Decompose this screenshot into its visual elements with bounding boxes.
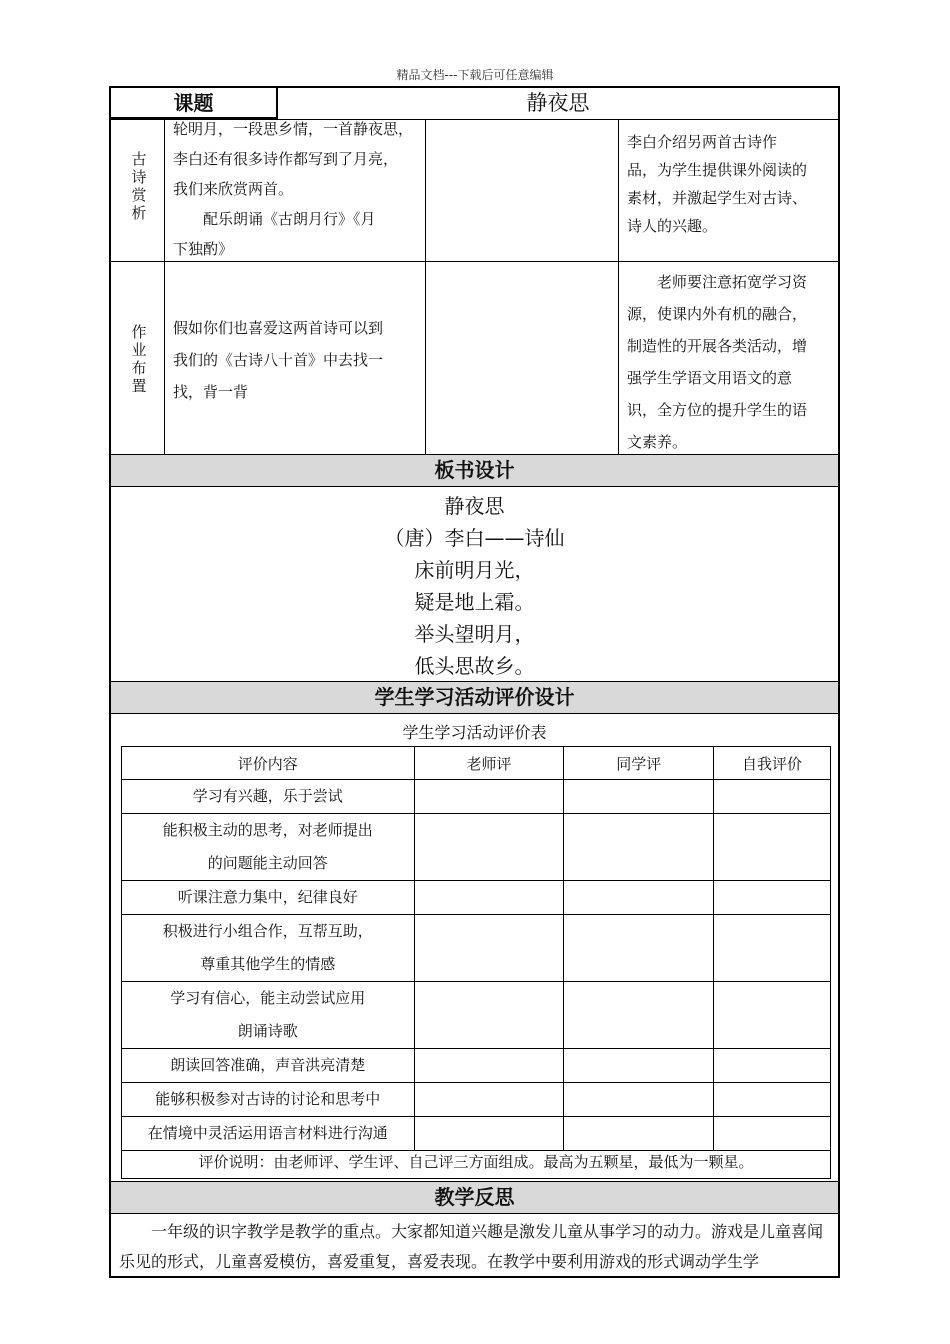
table-row xyxy=(122,780,831,814)
evaluation-note: 评价说明：由老师评、学生评、自己评三方面组成。最高为五颗星，最低为一颗星。 xyxy=(121,1146,831,1179)
board-line: 举头望明月， xyxy=(414,622,535,646)
note-line: 源，使课内外有机的融合， xyxy=(627,305,808,323)
teacher-score-cell[interactable] xyxy=(414,982,564,1049)
criterion-cell xyxy=(122,780,415,814)
board-line: （唐）李白——诗仙 xyxy=(384,526,565,550)
criterion-cell xyxy=(122,881,415,915)
appreciation-label: 古诗赏析 xyxy=(131,150,147,222)
note-line: 李白介绍另两首古诗作 xyxy=(627,133,778,151)
self-score-cell[interactable] xyxy=(714,1083,831,1117)
homework-note xyxy=(627,266,839,458)
criterion-line: 尊重其他学生的情感 xyxy=(200,955,336,973)
process-line: 我们来欣赏两首。 xyxy=(173,180,294,198)
criterion-line: 学习有兴趣，乐于尝试 xyxy=(192,787,343,805)
note-line: 诗人的兴趣。 xyxy=(627,217,718,235)
process-line: 找，背一背 xyxy=(173,383,249,401)
title-label: 课题 xyxy=(173,91,214,115)
process-line: 下独酌》 xyxy=(173,240,234,258)
process-line: 假如你们也喜爱这两首诗可以到 xyxy=(173,319,384,337)
criterion-line: 的问题能主动回答 xyxy=(207,854,328,872)
peer-score-cell[interactable] xyxy=(564,814,714,881)
table-row xyxy=(122,881,831,915)
criterion-cell xyxy=(122,915,415,982)
peer-score-cell[interactable] xyxy=(564,982,714,1049)
evaluation-heading xyxy=(111,682,838,713)
peer-score-cell[interactable] xyxy=(564,780,714,814)
criterion-cell xyxy=(122,814,415,881)
peer-score-cell[interactable] xyxy=(564,881,714,915)
board-design-heading-text: 板书设计 xyxy=(434,458,515,482)
self-score-cell[interactable] xyxy=(714,982,831,1049)
criterion-line: 朗诵诗歌 xyxy=(237,1022,298,1040)
note-line: 老师要注意拓宽学习资 xyxy=(657,273,808,291)
criterion-line: 积极进行小组合作，互帮互助， xyxy=(162,922,373,940)
column-header: 同学评 xyxy=(564,747,714,780)
note-line: 制造性的开展各类活动，增 xyxy=(627,337,808,355)
table-header-row xyxy=(122,747,831,780)
reflection-heading xyxy=(111,1182,838,1213)
note-line: 品，为学生提供课外阅读的 xyxy=(627,161,808,179)
table-row xyxy=(122,1083,831,1117)
process-line: 轮明月，一段思乡情，一首静夜思， xyxy=(173,120,414,138)
note-line: 文素养。 xyxy=(627,433,688,451)
table-row xyxy=(122,814,831,881)
criterion-line: 能积极主动的思考，对老师提出 xyxy=(162,821,373,839)
column-header: 自我评价 xyxy=(714,747,831,780)
teacher-score-cell[interactable] xyxy=(414,780,564,814)
table-row xyxy=(122,1049,831,1083)
criterion-line: 能够积极参对古诗的讨论和思考中 xyxy=(155,1090,381,1108)
table-row xyxy=(122,982,831,1049)
page-header: 精品文档---下载后可任意编辑 xyxy=(396,68,554,82)
title-value: 静夜思 xyxy=(526,91,590,115)
self-score-cell[interactable] xyxy=(714,780,831,814)
criterion-line: 听课注意力集中，纪律良好 xyxy=(177,888,358,906)
self-score-cell[interactable] xyxy=(714,881,831,915)
peer-score-cell[interactable] xyxy=(564,915,714,982)
lesson-plan-table xyxy=(109,86,840,1278)
process-line: 我们的《古诗八十首》中去找一 xyxy=(173,351,384,369)
criterion-cell xyxy=(122,982,415,1049)
board-line: 疑是地上霜。 xyxy=(414,590,535,614)
criterion-cell xyxy=(122,1049,415,1083)
table-row xyxy=(122,915,831,982)
peer-score-cell[interactable] xyxy=(564,1049,714,1083)
note-line: 强学生学语文用语文的意 xyxy=(627,369,793,387)
note-line: 识，全方位的提升学生的语 xyxy=(627,401,808,419)
homework-process xyxy=(173,312,423,408)
board-design-heading xyxy=(111,455,838,486)
criterion-cell xyxy=(122,1083,415,1117)
appreciation-process xyxy=(173,114,423,264)
column-header: 老师评 xyxy=(414,747,564,780)
teacher-score-cell[interactable] xyxy=(414,814,564,881)
note-line: 素材，并激起学生对古诗、 xyxy=(627,189,808,207)
teacher-score-cell[interactable] xyxy=(414,1083,564,1117)
appreciation-note xyxy=(627,128,839,240)
evaluation-heading-text: 学生学习活动评价设计 xyxy=(374,685,575,709)
reflection-text: 一年级的识字教学是教学的重点。大家都知道兴趣是激发儿童从事学习的动力。游戏是儿童喜闻乐见的形式，儿童喜爱模仿，喜爱重复，喜爱表现。在教学中要利用游戏的形式调动学生学 xyxy=(119,1222,824,1271)
board-line: 床前明月光， xyxy=(414,558,535,582)
criterion-line: 在情境中灵活运用语言材料进行沟通 xyxy=(147,1124,388,1142)
reflection-heading-text: 教学反思 xyxy=(434,1185,515,1209)
teacher-score-cell[interactable] xyxy=(414,881,564,915)
process-line: 配乐朗诵《古朗月行》《月 xyxy=(203,210,376,228)
self-score-cell[interactable] xyxy=(714,1049,831,1083)
self-score-cell[interactable] xyxy=(714,915,831,982)
process-line: 李白还有很多诗作都写到了月亮， xyxy=(173,150,399,168)
board-line: 静夜思 xyxy=(444,494,505,518)
peer-score-cell[interactable] xyxy=(564,1083,714,1117)
teacher-score-cell[interactable] xyxy=(414,915,564,982)
self-score-cell[interactable] xyxy=(714,814,831,881)
evaluation-table xyxy=(121,746,831,1151)
teacher-score-cell[interactable] xyxy=(414,1049,564,1083)
criterion-line: 朗读回答准确，声音洪亮清楚 xyxy=(170,1056,366,1074)
board-line: 低头思故乡。 xyxy=(414,654,535,678)
column-header: 评价内容 xyxy=(122,747,415,780)
criterion-line: 学习有信心，能主动尝试应用 xyxy=(170,989,366,1007)
homework-label: 作业布置 xyxy=(131,323,147,395)
evaluation-table-title: 学生学习活动评价表 xyxy=(402,723,547,742)
